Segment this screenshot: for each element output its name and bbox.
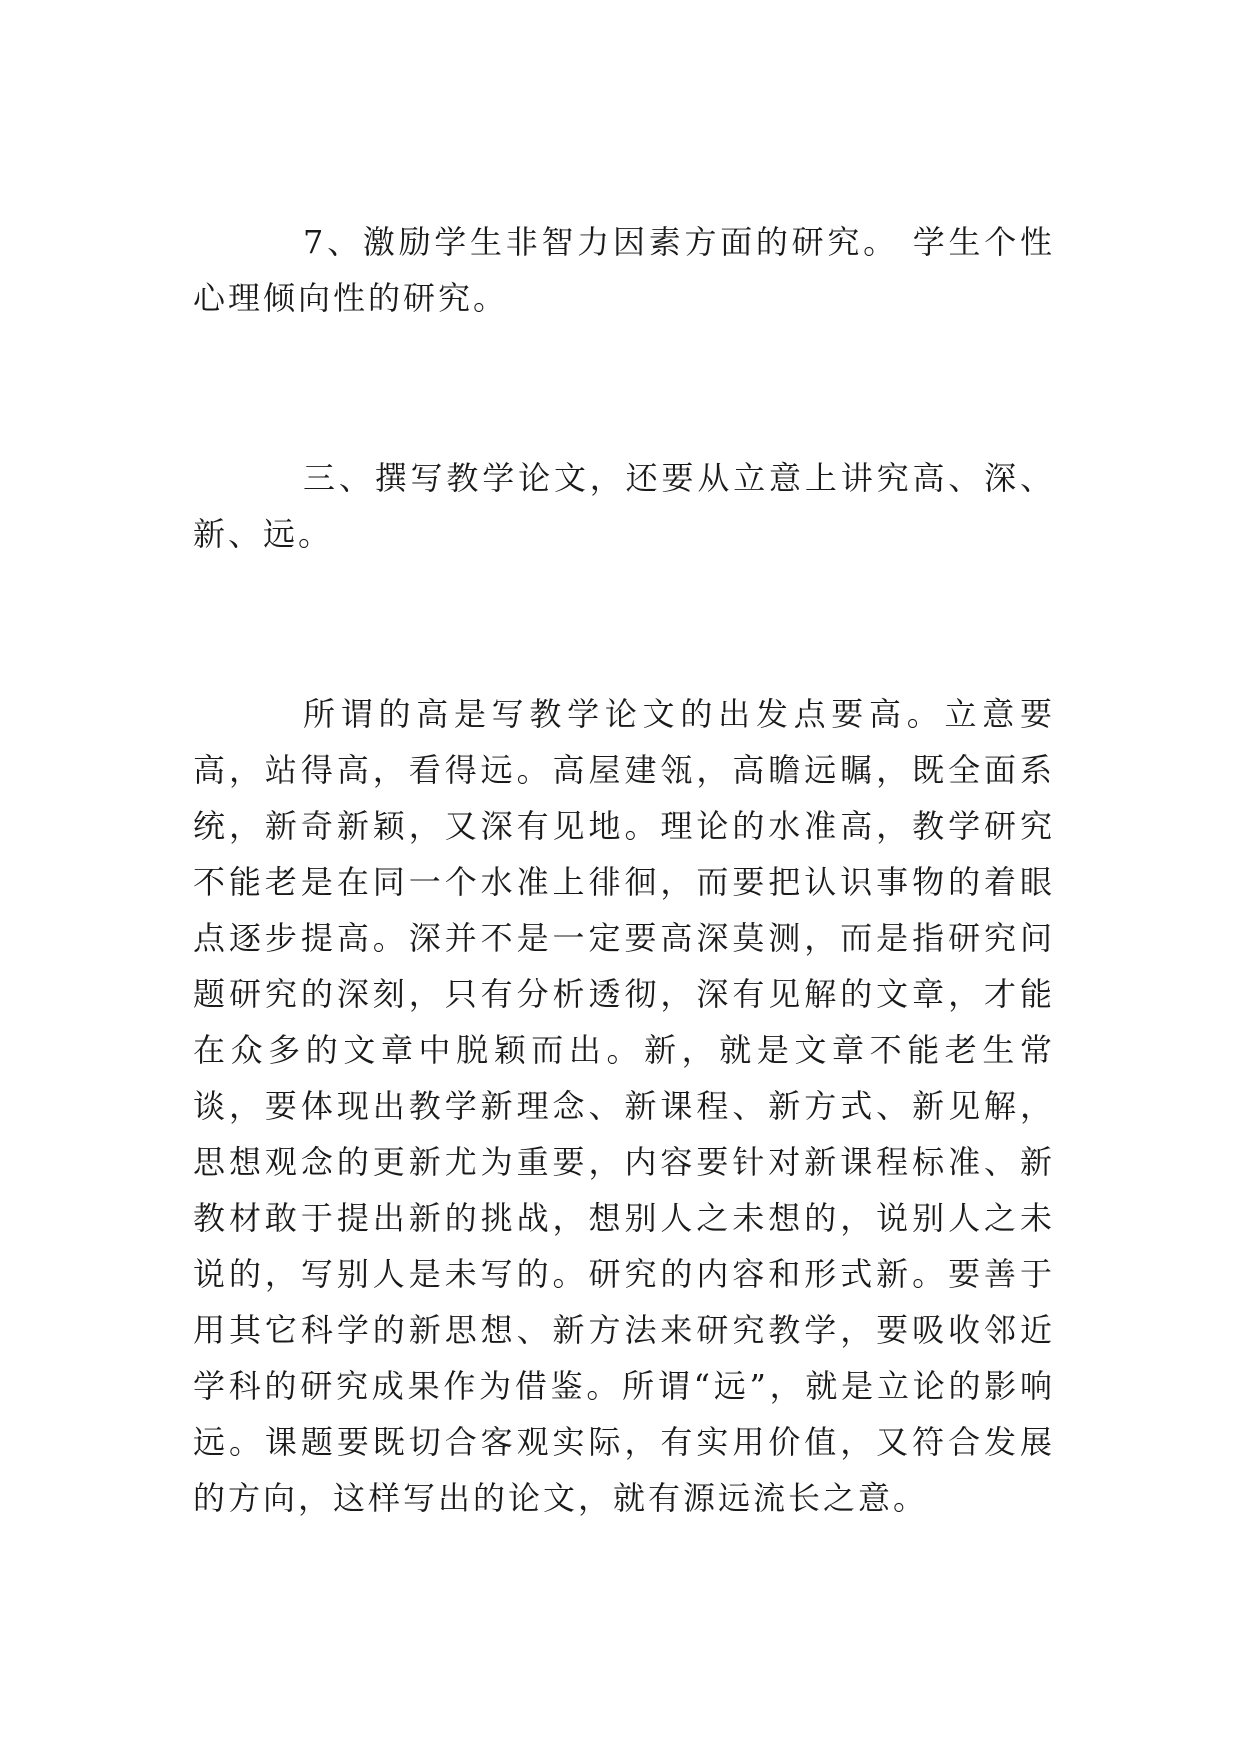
body-paragraph: 所谓的高是写教学论文的出发点要高。立意要高，站得高，看得远。高屋建瓴，高瞻远瞩，既全面系统，新奇新颖，又深有见地。理论的水准高，教学研究不能老是在同一个水准上徘徊，而要把认识事物的着眼点逐步提高。深并不是一定要高深莫测，而是指研究问题研究的深刻，只有分析透彻，深有见解的文章，才能在众多的文章中脱颖而出。新，就是文章不能老生常谈，要体现出教学新理念、新课程、新方式、新见解，思想观念的更新尤为重要，内容要针对新课程标准、新教材敢于提出新的挑战，想别人之未想的，说别人之未说的，写别人是未写的。研究的内容和形式新。要善于用其它科学的新思想、新方法来研究教学，要吸收邻近学科的研究成果作为借鉴。所谓“远”，就是立论的影响远。课题要既切合客观实际，有实用价值，又符合发展的方向，这样写出的论文，就有源远流长之意。 [193,695,1055,1517]
paragraph-item-7: 7、激励学生非智力因素方面的研究。 学生个性心理倾向性的研究。 [193,223,1055,317]
section-heading-three: 三、撰写教学论文，还要从立意上讲究高、深、新、远。 [193,459,1055,553]
